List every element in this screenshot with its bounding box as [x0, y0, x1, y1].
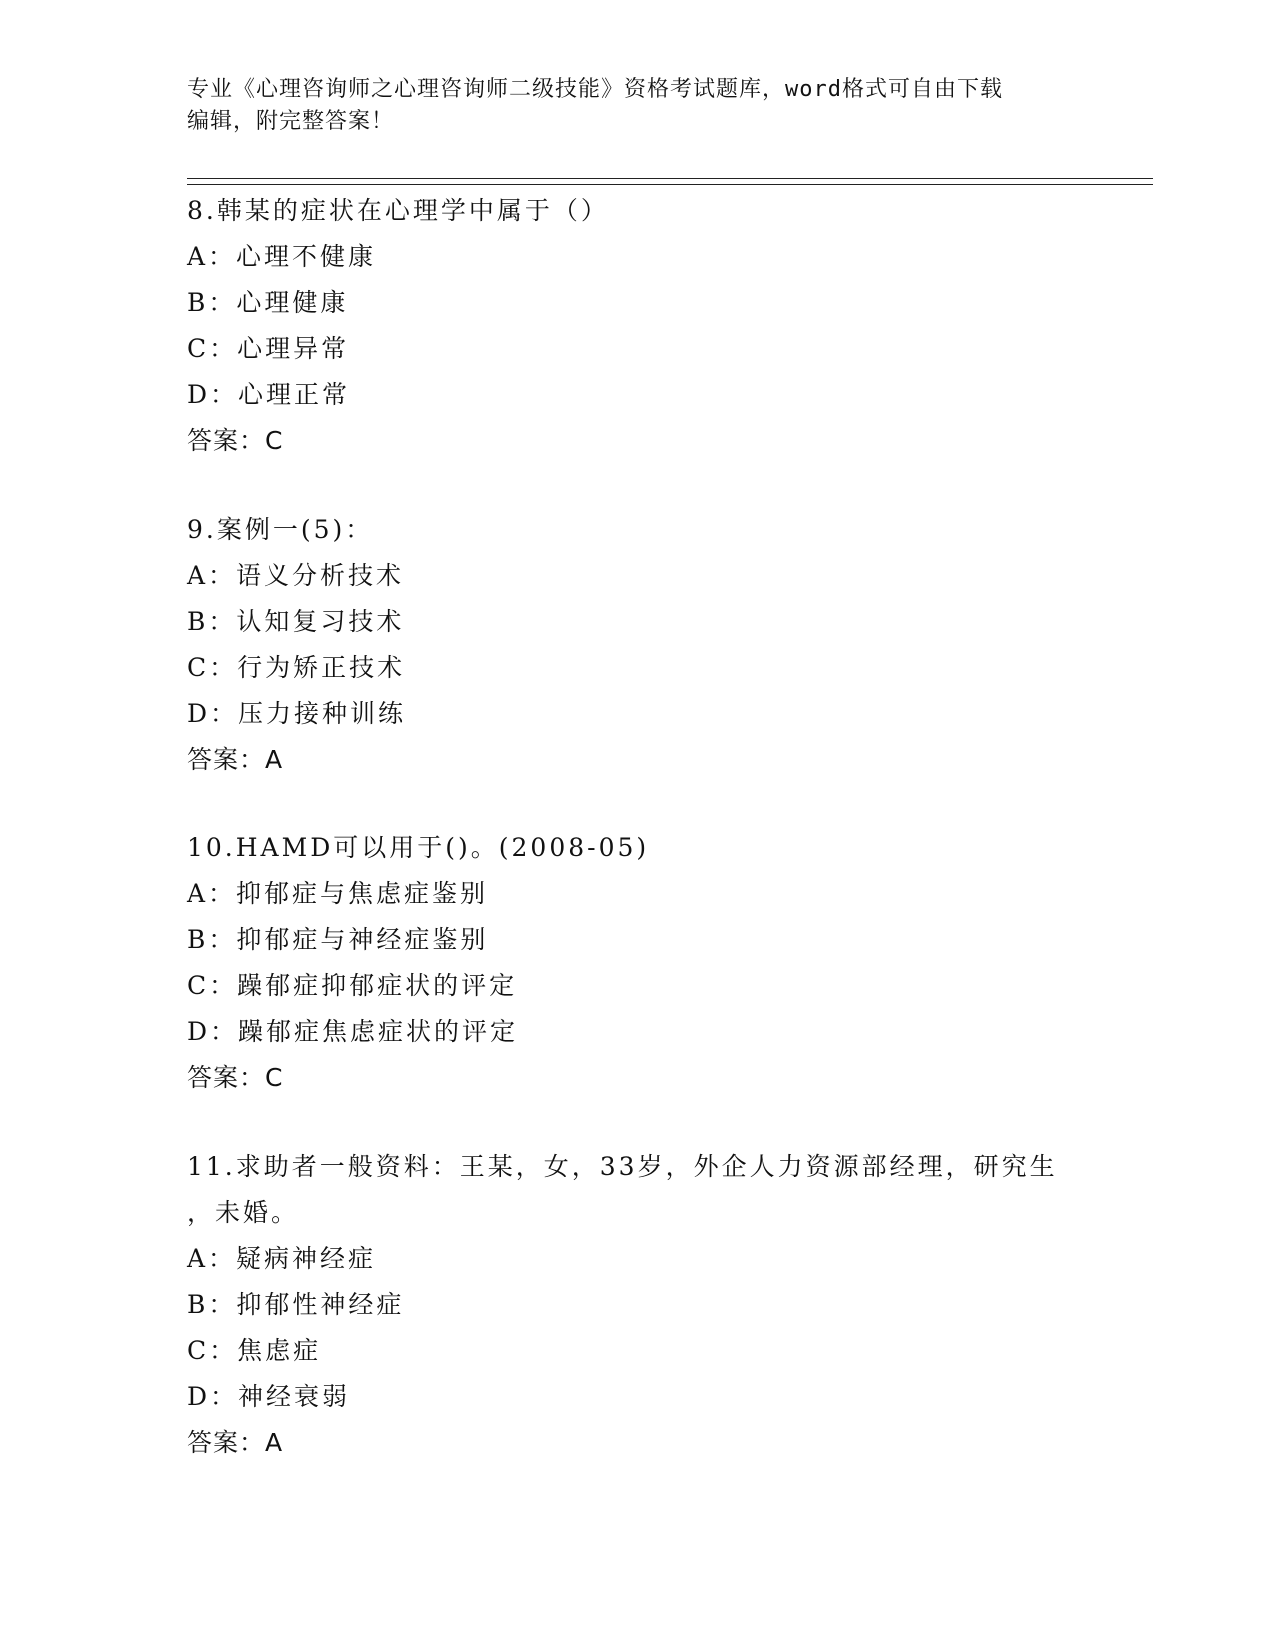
answer-label: 答案： [187, 1063, 266, 1092]
option-d: D：神经衰弱 [187, 1382, 351, 1411]
answer-label: 答案： [187, 1428, 266, 1457]
answer-value: C [265, 426, 284, 455]
header-divider-top [187, 178, 1153, 179]
option-b: B：认知复习技术 [187, 607, 405, 636]
answer-label: 答案： [187, 426, 266, 455]
option-a: A：疑病神经症 [187, 1244, 377, 1273]
option-a: A：语义分析技术 [187, 561, 405, 590]
question-stem: 9.案例一(5)： [187, 515, 374, 544]
option-d: D：心理正常 [187, 380, 351, 409]
answer-line [187, 1420, 1087, 1466]
question-10 [187, 825, 1087, 1101]
option-b: B：心理健康 [187, 288, 349, 317]
question-stem: 11.求助者一般资料：王某，女，33岁，外企人力资源部经理，研究生 [187, 1152, 1058, 1181]
option-c: C：心理异常 [187, 334, 350, 363]
header-line-2: 编辑，附完整答案！ [187, 109, 395, 134]
question-8 [187, 188, 1087, 464]
document-header [187, 74, 1087, 138]
header-divider-bottom [187, 184, 1153, 185]
answer-line [187, 737, 1087, 783]
option-c: C：行为矫正技术 [187, 653, 406, 682]
option-c: C：焦虑症 [187, 1336, 322, 1365]
answer-line [187, 418, 1087, 464]
question-stem: 8.韩某的症状在心理学中属于（） [187, 196, 609, 225]
option-d: D：压力接种训练 [187, 699, 407, 728]
answer-value: A [265, 745, 284, 774]
option-a: A：抑郁症与焦虑症鉴别 [187, 879, 489, 908]
option-c: C：躁郁症抑郁症状的评定 [187, 971, 518, 1000]
header-line-1: 专业《心理咨询师之心理咨询师二级技能》资格考试题库，word格式可自由下载 [187, 77, 1003, 102]
option-b: B：抑郁症与神经症鉴别 [187, 925, 489, 954]
answer-line [187, 1055, 1087, 1101]
question-11 [187, 1144, 1087, 1466]
option-a: A：心理不健康 [187, 242, 377, 271]
answer-label: 答案： [187, 745, 266, 774]
question-stem-continued: ，未婚。 [187, 1198, 300, 1227]
question-stem: 10.HAMD可以用于()。(2008-05) [187, 833, 650, 862]
option-b: B：抑郁性神经症 [187, 1290, 405, 1319]
question-9 [187, 507, 1087, 783]
answer-value: C [265, 1063, 284, 1092]
option-d: D：躁郁症焦虑症状的评定 [187, 1017, 519, 1046]
answer-value: A [265, 1428, 284, 1457]
